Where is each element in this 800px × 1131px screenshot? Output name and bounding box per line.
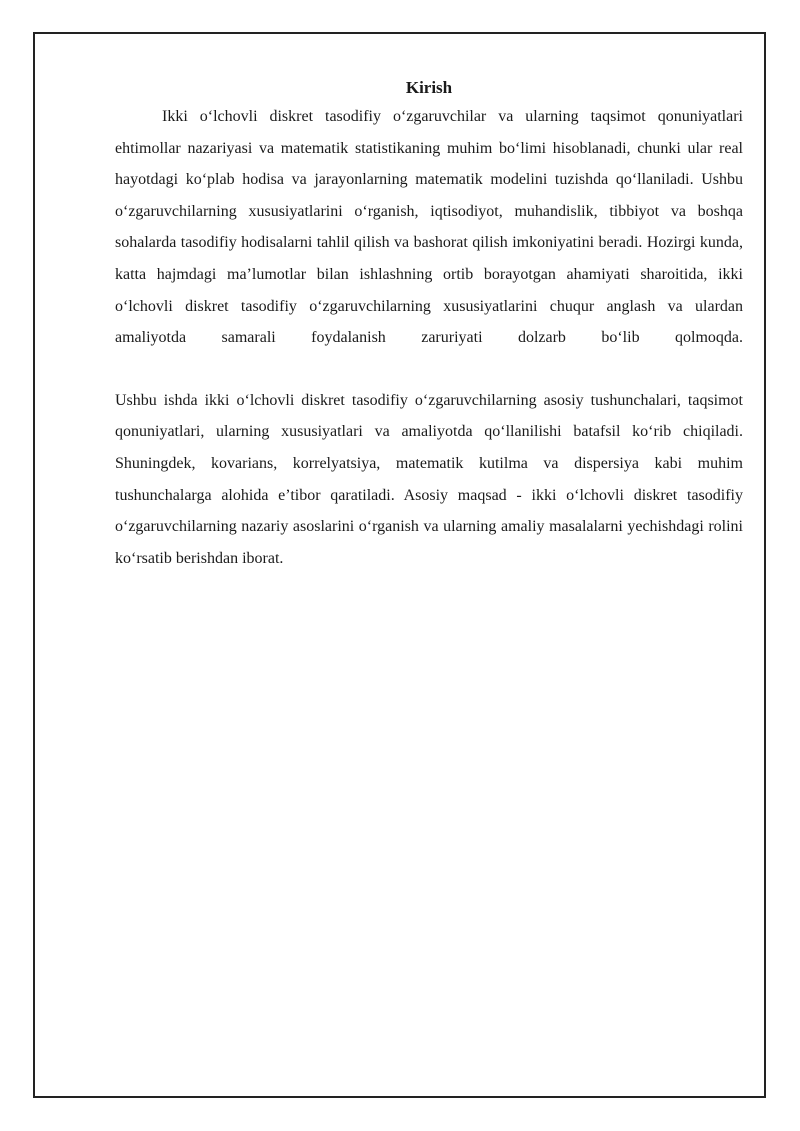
section-title: Kirish (405, 78, 453, 97)
document-body (115, 75, 743, 574)
paragraph-goals: Ushbu ishda ikki o‘lchovli diskret tasodifiy o‘zgaruvchilarning asosiy tushunchalari, taqsimot qonuniyatlari, ularning xususiyatlari va amaliyotda qo‘llanilishi batafsil ko‘rib chiqiladi. Shuningdek, kovarians, korrelyatsiya, matematik kutilma va dispersiya kabi muhim tushunchalarga alohida e’tibor qaratiladi. Asosiy maqsad - ikki o‘lchovli diskret tasodifiy o‘zgaruvchilarning nazariy asoslarini o‘rganish va ularning amaliy masalalarni yechishdagi rolini ko‘rsatib berishdan iborat. (115, 391, 743, 567)
paragraph-intro: Ikki o‘lchovli diskret tasodifiy o‘zgaruvchilar va ularning taqsimot qonuniyatlari ehtimollar nazariyasi va matematik statistikaning muhim bo‘limi hisoblanadi, chunki ular real hayotdagi ko‘plab hodisa va jarayonlarning matematik modelini tuzishda qo‘llaniladi. Ushbu o‘zgaruvchilarning xususiyatlarini o‘rganish, iqtisodiyot, muhandislik, tibbiyot va boshqa sohalarda tasodifiy hodisalarni tahlil qilish va bashorat qilish imkoniyatini beradi. Hozirgi kunda, katta hajmdagi ma’lumotlar bilan ishlashning ortib borayotgan ahamiyati sharoitida, ikki o‘lchovli diskret tasodifiy o‘zgaruvchilarning xususiyatlarini chuqur anglash va ulardan amaliyotda samarali foydalanish zaruriyati dolzarb bo‘lib qolmoqda. (115, 108, 743, 347)
